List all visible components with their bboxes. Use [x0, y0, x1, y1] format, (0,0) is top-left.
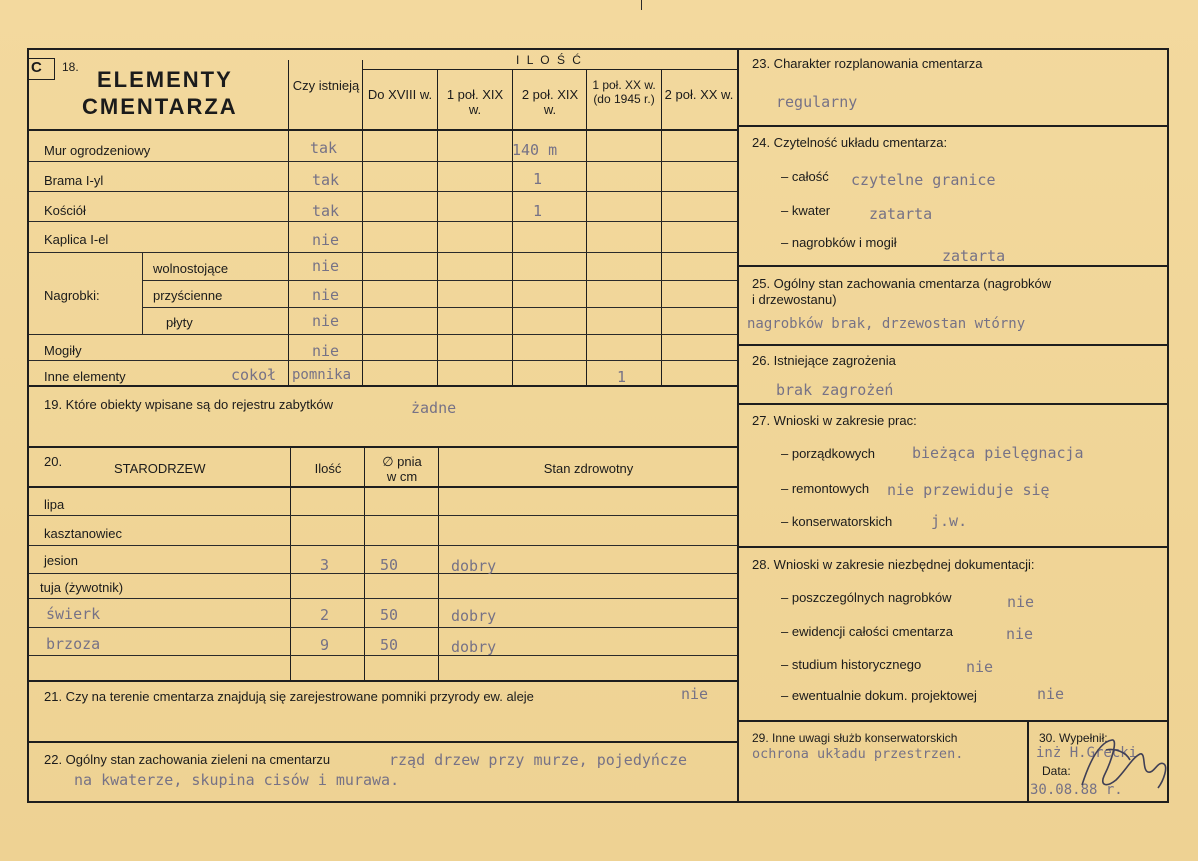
- row-line: [29, 221, 737, 222]
- q27-item-label: – konserwatorskich: [781, 514, 893, 529]
- element-label: przyścienne: [153, 288, 223, 303]
- row-line: [29, 598, 737, 599]
- element-label: Kaplica I-el: [44, 232, 109, 247]
- element-label: Inne elementy: [44, 369, 126, 384]
- q24-item-label: – kwater: [781, 203, 831, 218]
- q28-item-value: nie: [1037, 685, 1065, 703]
- frame-bottom: [27, 801, 1169, 803]
- row-line: [142, 280, 737, 281]
- c-box-right: [54, 58, 55, 80]
- q22-label: 22. Ogólny stan zachowania zieleni na cmentarzu: [44, 752, 331, 767]
- element-label: wolnostojące: [153, 261, 229, 276]
- q27-item-value: bieżąca pielęgnacja: [912, 444, 1084, 462]
- tree-diam: 50: [380, 606, 399, 624]
- q21-bottom: [27, 741, 737, 743]
- trees-bottom: [27, 680, 737, 682]
- q28-bottom: [737, 720, 1169, 722]
- q26-bottom: [737, 403, 1169, 405]
- tree-name: lipa: [44, 497, 65, 512]
- row-line: [142, 307, 737, 308]
- trees-col-state-left: [438, 448, 439, 680]
- element-exists: nie: [312, 342, 340, 360]
- q27-label: 27. Wnioski w zakresie prac:: [752, 413, 917, 428]
- q30-name: inż H.Grecki: [1036, 745, 1138, 761]
- row-line: [29, 655, 737, 656]
- top-tick: [641, 0, 642, 10]
- row-line: [29, 545, 737, 546]
- q25-bottom: [737, 344, 1169, 346]
- q27-item-label: – remontowych: [781, 481, 870, 496]
- q25-answer: nagrobków brak, drzewostan wtórny: [747, 316, 1026, 332]
- section-title-line2: CMENTARZA: [82, 94, 238, 119]
- col-p2-left: [437, 70, 438, 385]
- q28-item-value: nie: [1007, 593, 1035, 611]
- q30-label: 30. Wypełnił:: [1039, 731, 1108, 745]
- element-qty: 140 m: [512, 141, 558, 159]
- ilosc-underline: [362, 69, 737, 70]
- element-exists: pomnika: [292, 367, 352, 383]
- frame-right: [1167, 48, 1169, 803]
- tree-name: tuja (żywotnik): [40, 580, 124, 595]
- tree-count: 3: [320, 556, 330, 574]
- tree-state: dobry: [451, 638, 497, 656]
- col-p3-left: [512, 70, 513, 385]
- q24-item-value: czytelne granice: [851, 171, 996, 189]
- q28-item-label: – ewentualnie dokum. projektowej: [781, 688, 977, 703]
- q27-item-label: – porządkowych: [781, 446, 875, 461]
- row-line: [29, 161, 737, 162]
- element-label: Brama I-yl: [44, 173, 104, 188]
- q28-label: 28. Wnioski w zakresie niezbędnej dokumentacji:: [752, 557, 1035, 572]
- element-exists: nie: [312, 286, 340, 304]
- trees-col-state: Stan zdrowotny: [543, 461, 634, 476]
- tree-name: brzoza: [46, 635, 101, 653]
- col-p4-left: [586, 70, 587, 385]
- col-exists-left: [288, 60, 289, 385]
- row-line: [29, 191, 737, 192]
- q28-item-value: nie: [966, 658, 994, 676]
- q28-item-label: – poszczególnych nagrobków: [781, 590, 952, 605]
- tree-diam: 50: [380, 636, 399, 654]
- row-line: [29, 252, 737, 253]
- element-qty: 1: [617, 368, 627, 386]
- tree-diam: 50: [380, 556, 399, 574]
- column-divider: [737, 48, 739, 803]
- signature-scribble: [1060, 730, 1180, 800]
- row-line: [29, 515, 737, 516]
- q28-item-value: nie: [1006, 625, 1034, 643]
- q28-item-label: – ewidencji całości cmentarza: [781, 624, 953, 639]
- q28-item-label: – studium historycznego: [781, 657, 922, 672]
- header-period-2: 1 poł. XIX w.: [446, 87, 504, 117]
- header-period-1: Do XVIII w.: [367, 87, 433, 102]
- element-exists: tak: [310, 139, 338, 157]
- q24-item-value: zatarta: [942, 247, 1006, 265]
- element-extra: cokoł: [231, 366, 277, 384]
- q19-label: 19. Które obiekty wpisane są do rejestru zabytków: [44, 397, 334, 412]
- element-label: Mur ogrodzeniowy: [44, 143, 151, 158]
- nagrobki-divider: [142, 252, 143, 334]
- q30-date-label: Data:: [1042, 764, 1071, 778]
- q23-label: 23. Charakter rozplanowania cmentarza: [752, 56, 983, 71]
- header-czy-istnieja: Czy istnieją: [292, 78, 360, 93]
- q25-label-line2: i drzewostanu): [752, 292, 837, 307]
- q29-label: 29. Inne uwagi służb konserwatorskich: [752, 731, 958, 745]
- element-exists: nie: [312, 312, 340, 330]
- tree-name: świerk: [46, 605, 101, 623]
- element-exists: tak: [312, 171, 340, 189]
- element-exists: nie: [312, 231, 340, 249]
- trees-col-count-left: [290, 448, 291, 680]
- q27-item-value: nie przewiduje się: [887, 481, 1050, 499]
- row-line: [29, 360, 737, 361]
- section-letter: C: [31, 59, 42, 76]
- tree-count: 9: [320, 636, 330, 654]
- element-label: płyty: [166, 315, 193, 330]
- elements-header-bottom: [27, 129, 737, 131]
- element-qty: 1: [533, 202, 543, 220]
- nagrobki-label: Nagrobki:: [44, 288, 100, 303]
- row-line: [29, 334, 737, 335]
- section-number: 18.: [62, 60, 79, 74]
- q24-item-value: zatarta: [869, 205, 933, 223]
- element-label: Kościół: [44, 203, 86, 218]
- q24-item-label: – nagrobków i mogił: [781, 235, 897, 250]
- col-p5-left: [661, 70, 662, 385]
- q24-label: 24. Czytelność układu cmentarza:: [752, 135, 948, 150]
- q24-item-label: – całość: [781, 169, 829, 184]
- trees-number: 20.: [44, 454, 63, 469]
- element-exists: nie: [312, 257, 340, 275]
- header-ilosc: I L O Ś Ć: [516, 53, 583, 67]
- q21-answer: nie: [681, 685, 709, 703]
- q19-answer: żadne: [411, 399, 457, 417]
- trees-col-diam: ∅ pnia: [382, 454, 422, 469]
- section-title-line1: ELEMENTY: [97, 67, 233, 92]
- trees-col-diam-left: [364, 448, 365, 680]
- q25-label-line1: 25. Ogólny stan zachowania cmentarza (nagrobków: [752, 276, 1052, 291]
- q26-label: 26. Istniejące zagrożenia: [752, 353, 896, 368]
- q27-bottom: [737, 546, 1169, 548]
- q29-answer: ochrona układu przestrzen.: [752, 746, 964, 762]
- q26-answer: brak zagrożeń: [776, 381, 894, 399]
- q19-bottom: [27, 446, 737, 448]
- q23-answer: regularny: [776, 93, 858, 111]
- tree-state: dobry: [451, 607, 497, 625]
- elements-bottom: [27, 385, 737, 387]
- header-period-3: 2 poł. XIX w.: [521, 87, 579, 117]
- q22-answer-line1: rząd drzew przy murze, pojedyńcze: [389, 751, 688, 769]
- tree-count: 2: [320, 606, 330, 624]
- c-box-bottom: [27, 79, 55, 80]
- q23-bottom: [737, 125, 1169, 127]
- q22-answer-line2: na kwaterze, skupina cisów i murawa.: [74, 771, 400, 789]
- element-label: Mogiły: [44, 343, 82, 358]
- trees-col-count: Ilość: [314, 461, 342, 476]
- element-exists: tak: [312, 202, 340, 220]
- tree-name: kasztanowiec: [44, 526, 123, 541]
- trees-col-diam-unit: w cm: [386, 469, 418, 484]
- q27-item-value: j.w.: [931, 512, 968, 530]
- col-p1-left: [362, 60, 363, 385]
- trees-title: STARODRZEW: [114, 461, 206, 476]
- header-period-4: 1 poł. XX w. (do 1945 r.): [592, 78, 656, 106]
- frame-top: [27, 48, 1169, 50]
- row-line: [29, 627, 737, 628]
- trees-header-bottom: [27, 486, 737, 488]
- tree-state: dobry: [451, 557, 497, 575]
- q29-q30-divider: [1027, 720, 1029, 803]
- q24-bottom: [737, 265, 1169, 267]
- element-qty: 1: [533, 170, 543, 188]
- header-period-5: 2 poł. XX w.: [664, 87, 734, 102]
- q21-label: 21. Czy na terenie cmentarza znajdują się zarejestrowane pomniki przyrody ew. aleje: [44, 689, 534, 704]
- tree-name: jesion: [44, 553, 78, 568]
- q30-date: 30.08.88 r.: [1030, 782, 1123, 798]
